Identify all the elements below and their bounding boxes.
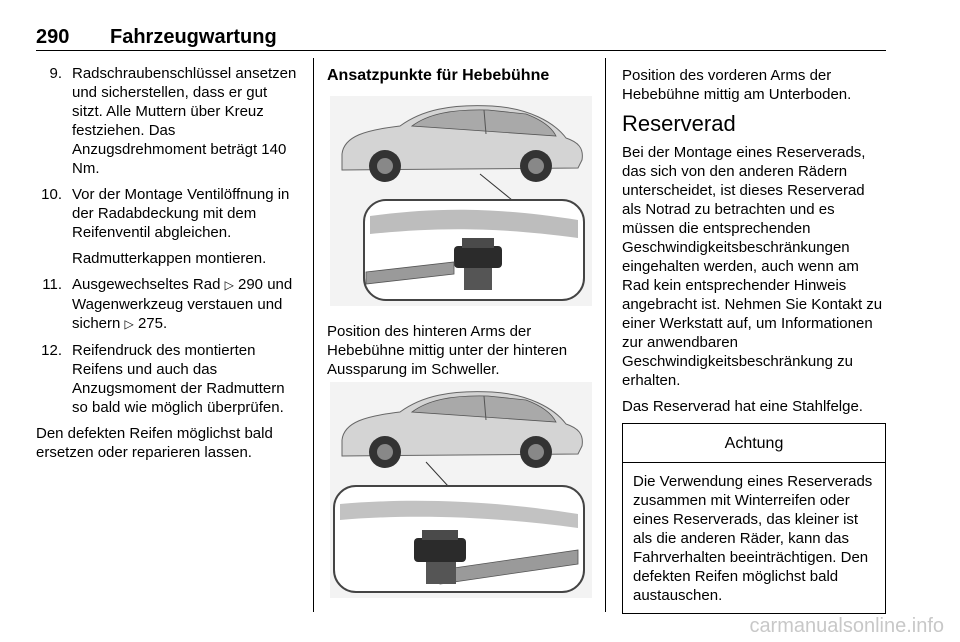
page-title: Fahrzeugwartung	[110, 26, 277, 48]
page-number: 290	[36, 26, 70, 48]
sub-paragraph: Radmutterkappen montieren.	[72, 250, 267, 267]
list-item	[36, 341, 300, 417]
paragraph: Das Reserverad hat eine Stahlfelge.	[622, 398, 863, 415]
watermark: carmanualsonline.info	[749, 615, 944, 637]
item-text: Ausgewechseltes Rad	[72, 276, 221, 293]
list-item	[36, 275, 300, 334]
car-illustration	[342, 392, 582, 468]
rear-lift-point-figure	[330, 96, 592, 306]
paragraph: Bei der Montage eines Reserverads, das sich von den anderen Rädern unterscheidet, ist dieses Reserverad als Notrad zu betrachten und es müssen die entsprechenden Geschwindigkeitsbeschränkungen eingehalten werden, auch wenn am Rad kein entsprechender Hinweis angebracht ist. Nehmen Sie Kontakt zu einer Werkstatt auf, um Informationen zur anwendbaren Geschwindigkeitsbeschränkung zu erhalten.	[622, 144, 883, 389]
left-column	[36, 64, 300, 469]
warning-box	[622, 423, 886, 614]
warning-text: Die Verwendung eines Reserverads zusammen mit Winterreifen oder eines Reserverads, das kleiner ist als die anderen Räder, kann das Fahrverhalten beeinträchtigen. Den defekten Reifen möglichst bald austauschen.	[633, 473, 873, 604]
column-divider-2	[605, 58, 606, 612]
detail-magnifier	[364, 200, 584, 300]
front-lift-point-figure	[330, 382, 592, 598]
reference-arrow-icon: ▷	[224, 278, 234, 292]
section-heading-spare-wheel: Reserverad	[622, 111, 736, 136]
header-divider	[36, 50, 886, 51]
item-text: Vor der Montage Ventilöffnung in der Radabdeckung mit dem Reifenventil abgleichen.	[72, 186, 290, 241]
closing-paragraph: Den defekten Reifen möglichst bald ersetzen oder reparieren lassen.	[36, 425, 273, 461]
page-header	[36, 26, 886, 52]
page-reference-link[interactable]: 275.	[137, 315, 168, 332]
reference-arrow-icon: ▷	[124, 317, 134, 331]
section-heading: Ansatzpunkte für Hebebühne	[327, 67, 550, 84]
item-number: 9.	[49, 65, 62, 82]
paragraph: Position des vorderen Arms der Hebebühne mittig am Unterboden.	[622, 67, 852, 103]
column-divider-1	[313, 58, 314, 612]
item-number: 11.	[42, 276, 62, 293]
page-reference-link[interactable]: 290	[238, 276, 264, 293]
right-column	[622, 66, 886, 614]
item-number: 12.	[41, 342, 62, 359]
item-number: 10.	[41, 186, 62, 203]
figure-caption: Position des hinteren Arms der Hebebühne mittig unter der hinteren Aussparung im Schweller.	[327, 323, 568, 378]
warning-title: Achtung	[623, 424, 885, 463]
item-text: und Wagenwerkzeug verstauen und sichern	[72, 276, 293, 332]
car-illustration	[342, 106, 582, 182]
item-text: Radschraubenschlüssel ansetzen und sicherstellen, dass er gut sitzt. Alle Muttern über Kreuz festziehen. Das Anzugsdrehmoment beträgt 140 Nm.	[72, 65, 297, 177]
item-text: Reifendruck des montierten Reifens und auch das Anzugsmoment der Radmuttern so bald wie möglich überprüfen.	[72, 342, 285, 416]
detail-magnifier	[334, 486, 584, 592]
list-item	[36, 64, 300, 178]
list-item	[36, 185, 300, 242]
